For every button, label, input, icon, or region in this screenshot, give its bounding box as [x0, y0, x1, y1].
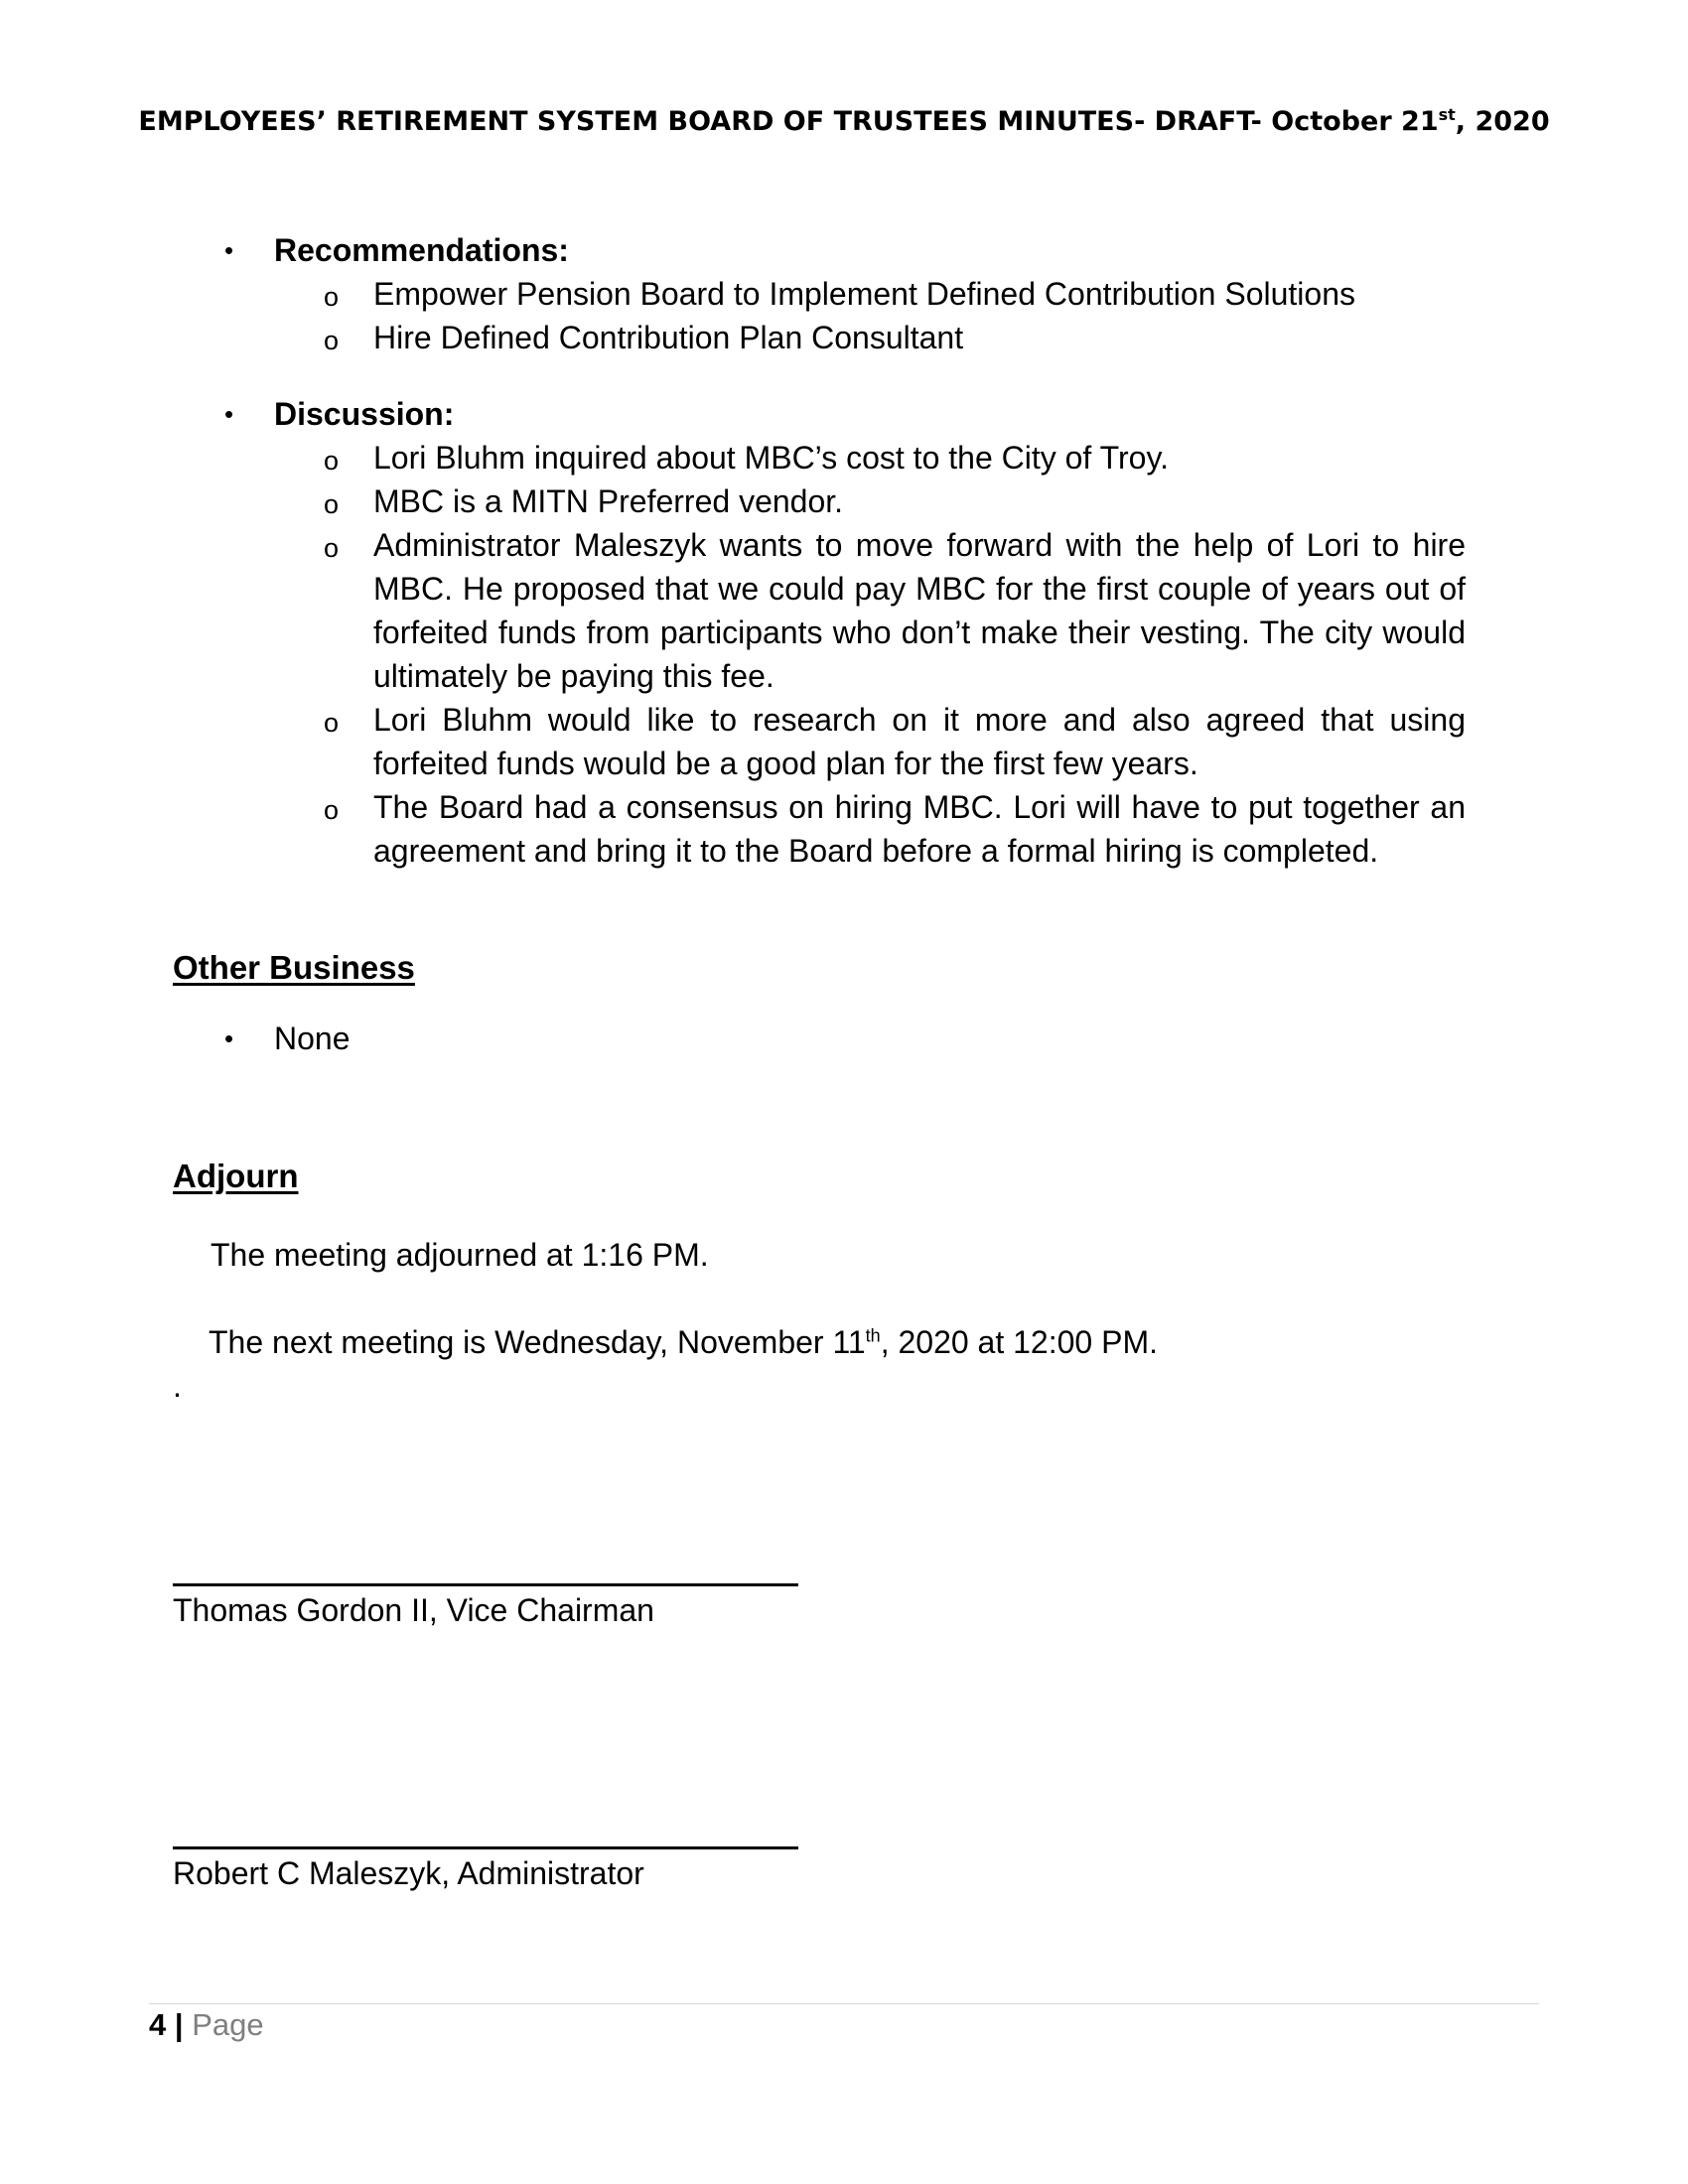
sub-bullet-icon: o [324, 489, 340, 519]
discussion-list [324, 436, 1466, 873]
sub-bullet-icon: o [324, 446, 340, 476]
other-business-item: None [274, 1021, 351, 1056]
list-item: o Lori Bluhm inquired about MBC’s cost to the City of Troy. [324, 436, 1466, 479]
footer-separator: | [174, 2007, 184, 2042]
page-footer [149, 2007, 264, 2043]
bullet-icon: • [224, 235, 234, 265]
signature-name: Robert C Maleszyk, Administrator [173, 1855, 644, 1891]
next-meeting-text: The next meeting is Wednesday, November 11th, 2020 at 12:00 PM. [209, 1324, 1158, 1360]
page-label: Page [192, 2007, 264, 2042]
bullet-icon: • [224, 399, 234, 429]
recommendations-heading: Recommendations: [274, 232, 569, 268]
list-item: o Empower Pension Board to Implement Defined Contribution Solutions [324, 272, 1466, 316]
list-item: o Administrator Maleszyk wants to move forward with the help of Lori to hire MBC. He proposed that we could pay MBC for the first couple of years out of forfeited funds from participants who don’t make their vesting. The city would ultimately be paying this fee. [324, 523, 1466, 698]
list-item: o The Board had a consensus on hiring MBC. Lori will have to put together an agreement and bring it to the Board before a formal hiring is completed. [324, 785, 1466, 873]
signature-line [173, 1583, 798, 1586]
bullet-icon: • [224, 1024, 234, 1053]
adjourned-time-text: The meeting adjourned at 1:16 PM. [211, 1237, 709, 1273]
sub-bullet-icon: o [324, 708, 340, 738]
adjourn-heading: Adjourn [173, 1158, 299, 1194]
discussion-heading: Discussion: [274, 396, 455, 432]
other-business-heading: Other Business [173, 949, 415, 986]
signature-line [173, 1846, 798, 1849]
sub-bullet-icon: o [324, 533, 340, 563]
recommendations-list [324, 272, 1466, 359]
next-meeting-superscript: th [865, 1325, 881, 1346]
stray-period: . [173, 1368, 182, 1404]
header-title: EMPLOYEES’ RETIREMENT SYSTEM BOARD OF TRUSTEES MINUTES- DRAFT- October 21 [138, 106, 1439, 137]
signature-name: Thomas Gordon II, Vice Chairman [173, 1592, 654, 1628]
sub-bullet-icon: o [324, 282, 340, 312]
header-title-year: , 2020 [1455, 106, 1550, 137]
document-header [0, 105, 1688, 137]
sub-bullet-icon: o [324, 326, 340, 355]
sub-bullet-icon: o [324, 795, 340, 825]
footer-divider [149, 2003, 1539, 2004]
list-item: o MBC is a MITN Preferred vendor. [324, 479, 1466, 523]
header-title-superscript: st [1438, 105, 1456, 124]
list-item: o Lori Bluhm would like to research on it more and also agreed that using forfeited funds would be a good plan for the first few years. [324, 698, 1466, 785]
list-item: o Hire Defined Contribution Plan Consultant [324, 316, 1466, 359]
page-number: 4 [149, 2007, 167, 2042]
